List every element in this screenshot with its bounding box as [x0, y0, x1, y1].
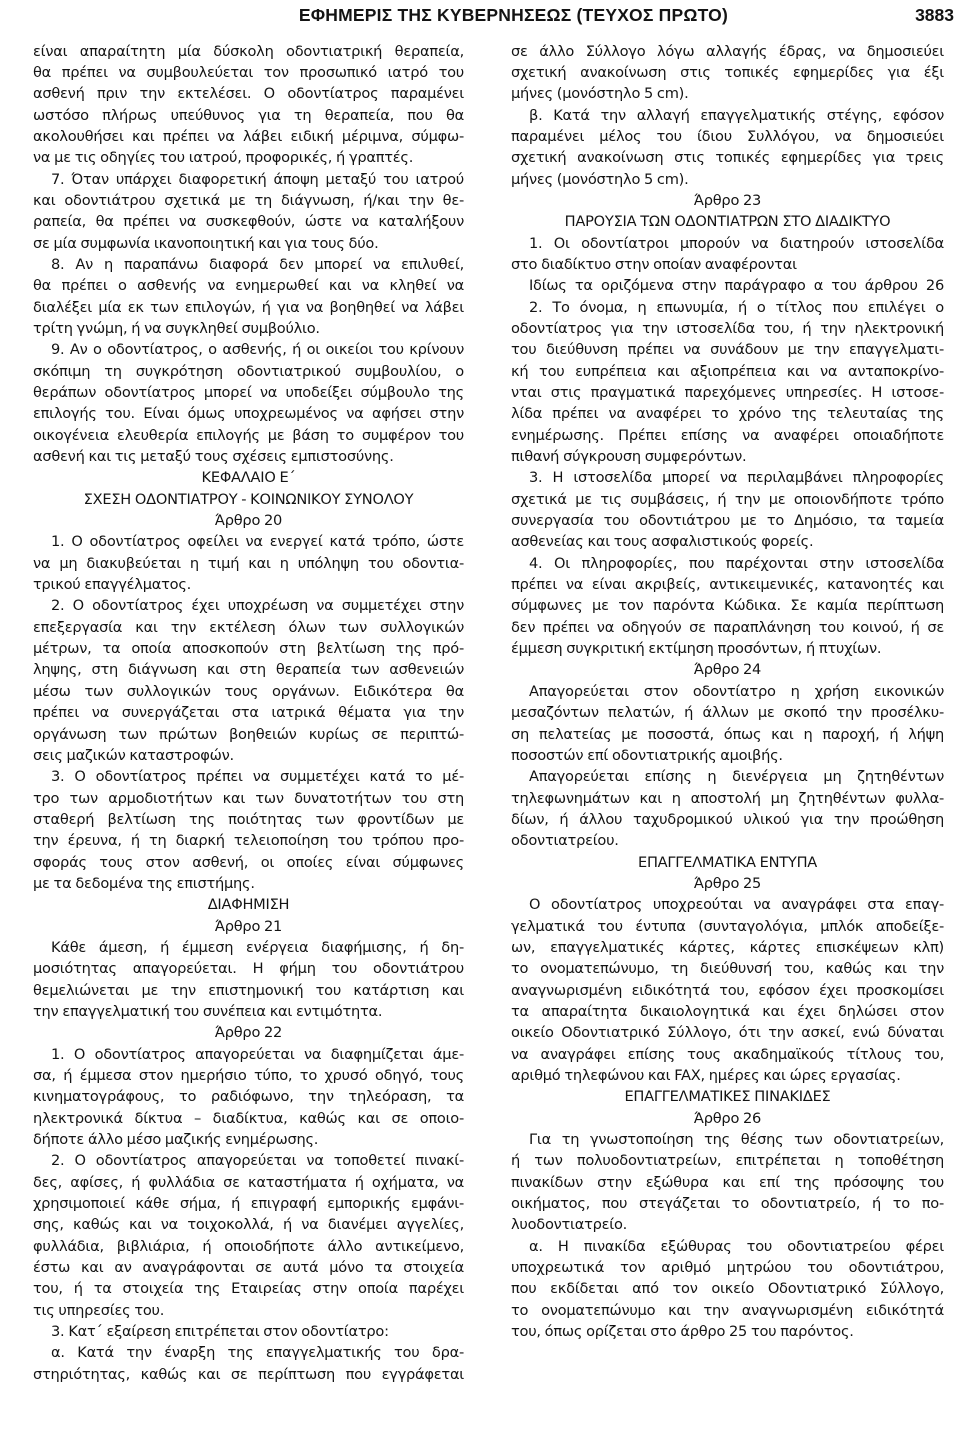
text-line: οδοντιατρείου. — [511, 832, 619, 850]
section-heading: ΔΙΑΦΗΜΙΣΗ — [207, 896, 290, 914]
section-heading: ΠΑΡΟΥΣΙΑ ΤΩΝ ΟΔΟΝΤΙΑΤΡΩΝ ΣΤΟ ΔΙΑΔΙΚΤΥΟ — [564, 213, 891, 231]
text-line: λυοδοντιατρείο. — [511, 1216, 628, 1234]
text-line: με τα δεδομένα της επιστήμης. — [33, 874, 255, 892]
text-line: σφοράς τους στον ασθενή, οι οποίες είναι σύμφωνες — [33, 853, 464, 871]
text-line: ση πελατείας με ποσοστά, όπως και η παροχή, ή λήψη — [511, 725, 944, 743]
text-line: σα, ή έμμεσα στον ημερήσιο τύπο, το χρυσό οδηγό, τους — [33, 1067, 464, 1084]
text-line: ων, επαγγελματικές κάρτες, κάρτες επισκέψεων κλπ) — [511, 938, 944, 956]
paragraph-first-line: 8. Αν η παραπάνω διαφορά δεν μπορεί να επιλυθεί, — [51, 255, 464, 273]
section-heading: Άρθρο 23 — [693, 191, 762, 209]
text-line: το ονοματεπώνυμο και την αναγνωρισμένη ειδικότητά — [511, 1301, 944, 1319]
section-heading: ΕΠΑΓΓΕΛΜΑΤΙΚΑ ΕΝΤΥΠΑ — [637, 853, 818, 871]
text-line: υποχρεωτικά τον αριθμό μητρώου του οδοντιάτρου, — [511, 1259, 944, 1277]
right-column — [511, 41, 944, 1343]
paragraph-first-line: 2. Το όνομα, η επωνυμία, ή ο τίτλος που επιλέγει ο — [529, 298, 944, 316]
text-line: του, ή τα στοιχεία της Εταιρείας στην οποία παρέχει — [33, 1280, 464, 1298]
section-heading: Άρθρο 26 — [693, 1109, 762, 1127]
gazette-title: ΕΦΗΜΕΡΙΣ ΤΗΣ ΚΥΒΕΡΝΗΣΕΩΣ (ΤΕΥΧΟΣ ΠΡΩΤΟ) — [298, 5, 728, 25]
section-heading: Άρθρο 21 — [214, 917, 283, 935]
section-heading: Άρθρο 25 — [693, 874, 762, 892]
text-line: νται στις πραγματικά παρεχόμενες υπηρεσίες. Η ιστοσε- — [511, 384, 944, 401]
text-line: ασθενή πριν την εκτελέσει. Ο οδοντίατρος παραμένει — [33, 85, 464, 103]
paragraph-first-line: α. Κατά την έναρξη της επαγγελματικής του δρα- — [51, 1344, 464, 1362]
text-line: έμμεση συγκριτική εκτίμηση προσόντων, ή πτυχίων. — [511, 640, 882, 658]
text-line: σεις μαζικών καταστροφών. — [33, 746, 234, 764]
paragraph-first-line: 7. Όταν υπάρχει διαφορετική άποψη μεταξύ του ιατρού — [51, 170, 464, 188]
text-line: διαλέξει μία εκ των επιλογών, ή για να βοηθηθεί να λάβει — [33, 298, 464, 316]
text-line: λίδα πρέπει να αναφέρει το χρόνο της τελευταίας της — [511, 405, 944, 423]
text-line: στηριότητας, καθώς και σε περίπτωση που εγγράφεται — [33, 1365, 464, 1383]
text-line: ακολουθήσει και πρέπει να λάβει ειδική μέριμνα, σύμφω- — [33, 127, 464, 145]
text-line: ή των πολυοδοντιατρείων, επιτρέπεται η τοποθέτηση — [511, 1152, 944, 1170]
text-line: γελματικά του έντυπα (συνταγολόγια, μπλόκ αποδείξε- — [511, 917, 944, 935]
text-line: ωστόσο πλήρως υπεύθυνος για τη θεραπεία, που θα — [33, 106, 464, 124]
text-line: επεξεργασία και την εκτέλεση όλων των συλλογικών — [33, 618, 464, 636]
text-line: ηλεκτρονικά δίκτυα – διαδίκτυα, καθώς και σε οποιο- — [33, 1109, 464, 1127]
text-line: ασθενείας και τους ασφαλιστικούς φορείς. — [511, 533, 814, 551]
page-number: 3883 — [915, 5, 954, 25]
text-line: πινακίδων στην εξώθυρα και επί της πρόσοψης του — [511, 1173, 944, 1191]
paragraph-first-line: Για τη γνωστοποίηση της θέσης των οδοντιατρείων, — [529, 1131, 944, 1149]
text-line: αναγνωρισμένη ειδικότητά του, εφόσον έχει προσκομίσει — [511, 981, 944, 999]
section-heading: ΚΕΦΑΛΑΙΟ Ε΄ — [201, 469, 296, 487]
text-line: θεράπων οδοντίατρος μπορεί να υποδείξει σύμβουλο της — [33, 384, 464, 401]
text-line: πρέπει να συνεργάζεται στα ιατρικά θέματα για την — [33, 704, 464, 722]
text-line: τρο των αρμοδιοτήτων και των δυνατοτήτων του στη — [33, 789, 464, 807]
text-line: θα πρέπει να συμβουλεύεται τον προσωπικό ιατρό του — [33, 63, 464, 81]
paragraph-first-line: 3. Κατ΄ εξαίρεση επιτρέπεται στον οδοντίατρο: — [51, 1323, 389, 1341]
text-line: ενημέρωσης. Πρέπει επίσης να αναφέρει οποιαδήποτε — [511, 426, 944, 444]
text-line: δες, αφίσες, ή φυλλάδια σε καταστήματα ή οχήματα, να — [33, 1173, 464, 1191]
text-line: που εκδίδεται από τον οικείο Οδοντιατρικό Σύλλογο, — [511, 1280, 944, 1298]
paragraph-first-line: 9. Αν ο οδοντίατρος, ο ασθενής, ή οι οικείοι του κρίνουν — [51, 341, 464, 359]
text-line: τα απαραίτητα δικαιολογητικά και έχει δηλώσει στον — [511, 1002, 944, 1020]
text-line: την έρευνα, ή τη διαρκή τελειοποίηση του τρόπου προ- — [33, 832, 464, 850]
text-line: πιθανή σύγκρουση συμφερόντων. — [511, 448, 747, 466]
text-line: σε μία συμφωνία ικανοποιητική και για τους δύο. — [33, 234, 379, 252]
text-line: να αναγράφει επίσης τους ακαδημαϊκούς τίτλους του, — [511, 1045, 944, 1063]
text-line: το ονοματεπώνυμο, τη διεύθυνσή του, καθώς και την — [511, 960, 944, 978]
text-line: θα πρέπει ο ασθενής να ενημερωθεί και να κληθεί να — [33, 277, 464, 295]
text-line: παραμένει μέλος του ίδιου Συλλόγου, να δημοσιεύει — [511, 127, 944, 145]
text-line: τηλεφωνημάτων και η αποστολή μη ζητηθέντων φυλλα- — [511, 789, 944, 807]
paragraph-first-line: 1. Ο οδοντίατρος απαγορεύεται να διαφημίζεται άμε- — [51, 1045, 464, 1063]
text-line: μέσω των συλλογικών τους οργάνων. Ειδικότερα θα — [33, 682, 464, 700]
section-heading: Άρθρο 24 — [693, 661, 762, 679]
section-heading: ΣΧΕΣΗ ΟΔΟΝΤΙΑΤΡΟΥ - ΚΟΙΝΩΝΙΚΟΥ ΣΥΝΟΛΟΥ — [83, 490, 414, 508]
paragraph-first-line: 2. Ο οδοντίατρος απαγορεύεται να τοποθετεί πινακί- — [51, 1152, 464, 1170]
text-line: φυλλάδια, βιβλιάρια, ή οποιοδήποτε άλλο αντικείμενο, — [33, 1237, 464, 1255]
section-heading: Άρθρο 22 — [214, 1024, 283, 1042]
text-line: οδοντίατρος για την ιστοσελίδα του, ή την ηλεκτρονική — [511, 319, 944, 337]
paragraph-first-line: Απαγορεύεται στον οδοντίατρο η χρήση εικονικών — [529, 682, 944, 700]
text-line: να μη διακυβεύεται η τιμή και η υπόληψη του οδοντια- — [33, 554, 464, 572]
text-line: σε άλλο Σύλλογο λόγω αλλαγής έδρας, να δημοσιεύει — [511, 42, 944, 60]
text-line: συνεργασία του οδοντιάτρου με το Δημόσιο, τα ταμεία — [511, 512, 944, 530]
text-line: σταθερή βελτίωση της ποιότητας των φροντίδων με — [33, 810, 464, 828]
paragraph-first-line: Ο οδοντίατρος υποχρεούται να αναγράφει στα επαγ- — [529, 896, 944, 914]
text-line: αριθμό τηλεφώνου και FAX, ημέρες και ώρες εργασίας. — [511, 1067, 901, 1084]
text-line: ραπεία, θα πρέπει να συσκεφθούν, ώστε να καταλήξουν — [33, 213, 464, 231]
text-line: τρίτη γνώμη, ή να συγκληθεί συμβούλιο. — [33, 319, 320, 337]
text-line: πρέπει να είναι ακριβείς, αντικειμενικές, κατανοητές και — [511, 576, 944, 594]
text-line: οργάνωση των πρώτων βοηθειών κυρίως σε περιπτώ- — [33, 725, 464, 743]
text-line: σχετική ανακοίνωση στις τοπικές εφημερίδες για έξι — [511, 63, 944, 81]
text-line: δίων, ή άλλου ταχυδρομικού υλικού για την προώθηση — [511, 810, 944, 828]
text-line: τις υπηρεσίες του. — [33, 1301, 165, 1319]
text-line: σύμφωνες με τον παρόντα Κώδικα. Σε καμία περίπτωση — [511, 597, 944, 615]
text-line: ποσοστών επί οδοντιατρικής αμοιβής. — [511, 746, 783, 764]
text-line: σχετική ανακοίνωση στις τοπικές εφημερίδες για τρεις — [511, 149, 944, 167]
text-line: θεμελιώνεται με την επιστημονική του κατάρτιση και — [33, 981, 464, 999]
text-line: έστω και αν αναγράφονται σε αυτά μόνο τα στοιχεία — [33, 1259, 464, 1277]
text-line: μοσιότητας απαγορεύεται. Η φήμη του οδοντιάτρου — [33, 960, 464, 978]
text-line: τρικού επαγγέλματος. — [33, 576, 192, 594]
text-line: μέτρων, τα οποία αποσκοπούν στη βελτίωση της πρό- — [33, 640, 464, 658]
paragraph-first-line: 1. Ο οδοντίατρος οφείλει να ενεργεί κατά τρόπο, ώστε — [51, 533, 464, 551]
text-line: οικείο Οδοντιατρικό Σύλλογο, ότι την ασκεί, ενώ δύναται — [511, 1024, 944, 1042]
text-line: δεν πρέπει να οδηγούν σε παραπλάνηση του κοινού, ή σε — [511, 618, 944, 636]
text-line: μήνες (μονόστηλο 5 cm). — [511, 170, 689, 188]
text-line: σχετικά με τις συμβάσεις, ή την με οποιονδήποτε τρόπο — [511, 490, 944, 508]
section-heading: Άρθρο 20 — [214, 512, 283, 530]
paragraph-first-line: Ιδίως τα οριζόμενα στην παράγραφο α του άρθρου 26 — [529, 277, 944, 295]
text-line: κινηματογράφους, το ραδιόφωνο, την τηλεόραση, τα — [33, 1088, 464, 1106]
text-line: στο διαδίκτυο στην οποίαν αναφέρονται — [511, 255, 797, 273]
paragraph-first-line: α. Η πινακίδα εξώθυρας του οδοντιατρείου φέρει — [529, 1237, 944, 1255]
text-line: ασθενή και τις μεταξύ τους σχέσεις εμπιστοσύνης. — [33, 448, 394, 466]
paragraph-first-line: 4. Οι πληροφορίες, που παρέχονται στην ιστοσελίδα — [529, 554, 944, 572]
text-line: μεσαζόντων πελατών, ή άλλων με σκοπό την προσέλκυ- — [511, 704, 944, 722]
text-line: σκόπιμη τη συγκρότηση οδοντιατρικού συμβουλίου, ο — [33, 362, 464, 380]
text-line: είναι απαραίτητη μία δύσκολη οδοντιατρική θεραπεία, — [33, 42, 464, 60]
text-line: μήνες (μονόστηλο 5 cm). — [511, 85, 689, 103]
text-line: χρησιμοποιεί κάθε σήμα, ή επιγραφή εμπορικής εμφάνι- — [33, 1195, 464, 1213]
text-line: ληψης, στη διάγνωση και στη θεραπεία των ασθενειών — [33, 661, 464, 679]
paragraph-first-line: 2. Ο οδοντίατρος έχει υποχρέωση να συμμετέχει στην — [51, 597, 464, 615]
text-line: δήποτε άλλο μέσο μαζικής ενημέρωσης. — [33, 1131, 319, 1149]
text-line: του διεύθυνση πρέπει να συνάδουν με την επαγγελματι- — [511, 341, 944, 359]
text-line: οικογένεια ελευθερία επιλογής με βάση το συμφέρον του — [33, 426, 464, 444]
text-line: κή του ευπρέπεια και αξιοπρέπεια και να ανταποκρίνο- — [511, 362, 944, 380]
text-line: επιλογής του. Είναι όμως υποχρεωμένος να αφήσει στην — [33, 405, 464, 423]
paragraph-first-line: 3. Η ιστοσελίδα μπορεί να περιλαμβάνει πληροφορίες — [529, 469, 944, 487]
paragraph-first-line: Κάθε άμεση, ή έμμεση ενέργεια διαφήμισης, ή δη- — [51, 938, 464, 956]
section-heading: ΕΠΑΓΓΕΛΜΑΤΙΚΕΣ ΠΙΝΑΚΙΔΕΣ — [624, 1088, 831, 1106]
page-header — [0, 0, 960, 30]
paragraph-first-line: 1. Οι οδοντίατροι μπορούν να διατηρούν ιστοσελίδα — [529, 234, 944, 252]
text-line: του, όπως ορίζεται στο άρθρο 25 του παρόντος. — [511, 1323, 854, 1341]
text-line: την επαγγελματική του συνέπεια και εντιμότητα. — [33, 1002, 383, 1020]
paragraph-first-line: β. Κατά την αλλαγή επαγγελματικής στέγης, εφόσον — [529, 106, 944, 124]
paragraph-first-line: Απαγορεύεται επίσης η διενέργεια μη ζητηθέντων — [529, 768, 944, 786]
text-line: και οδοντιάτρου σχετικά με τη διάγνωση, ή/και την θε- — [33, 191, 464, 209]
text-line: να με τις οδηγίες του ιατρού, προφορικές, ή γραπτές. — [33, 149, 414, 167]
text-line: οικήματος, που στεγάζεται το οδοντιατρείο, ή το πο- — [511, 1195, 944, 1213]
left-column — [33, 41, 464, 1386]
paragraph-first-line: 3. Ο οδοντίατρος πρέπει να συμμετέχει κατά το μέ- — [51, 768, 464, 786]
text-line: σης, καθώς και να τοιχοκολλά, ή να διανέμει αγγελίες, — [33, 1216, 464, 1234]
